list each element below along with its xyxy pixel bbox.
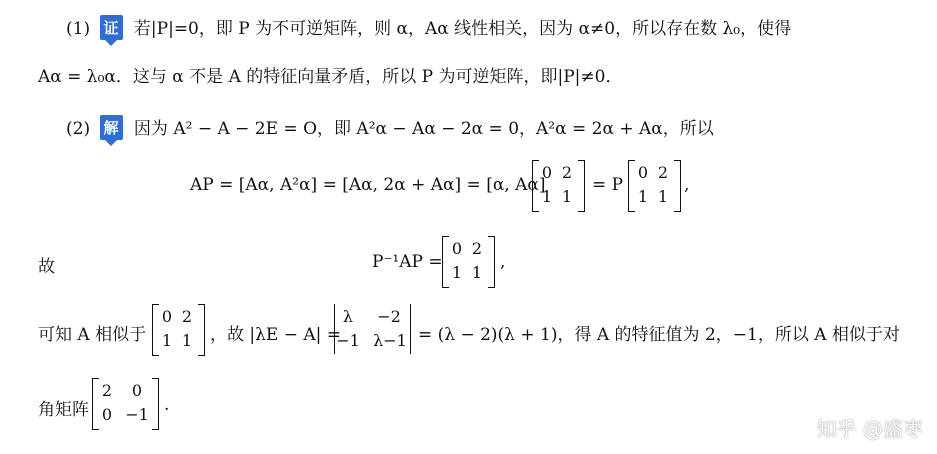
line-7-pre: 角矩阵 bbox=[38, 400, 89, 420]
equation-comma: , bbox=[684, 175, 690, 195]
diag-cell: 0 bbox=[131, 381, 143, 400]
det-cell: −1 bbox=[336, 331, 360, 350]
equation-2-comma: , bbox=[500, 252, 506, 272]
gu-label: 故 bbox=[38, 257, 55, 277]
matrix-4-cell: 2 bbox=[181, 307, 193, 326]
matrix-4-cell: 1 bbox=[161, 331, 173, 350]
proof-badge: 证 bbox=[100, 15, 123, 40]
matrix-1-cell: 1 bbox=[561, 187, 573, 206]
matrix-4-cell: 0 bbox=[161, 307, 173, 326]
diag-cell: 2 bbox=[101, 381, 113, 400]
matrix-3-cell: 1 bbox=[451, 263, 463, 282]
det-cell: λ−1 bbox=[373, 331, 407, 350]
line-1-text: 若|P|=0，即 P 为不可逆矩阵，则 α，Aα 线性相关，因为 α≠0，所以存在数 λ₀，使得 bbox=[133, 19, 792, 39]
equation-ap: AP = [Aα, A²α] = [Aα, 2α + Aα] = [α, Aα] bbox=[190, 175, 546, 195]
matrix-3-cell: 2 bbox=[471, 239, 483, 258]
diag-cell: 0 bbox=[101, 405, 113, 424]
matrix-4-cell: 1 bbox=[181, 331, 193, 350]
watermark: 知乎 @盛枣 bbox=[816, 417, 923, 441]
solution-badge: 解 bbox=[100, 115, 123, 140]
matrix-2-cell: 0 bbox=[637, 163, 649, 182]
equation-p-inv: P⁻¹AP = bbox=[372, 252, 443, 272]
line-3-text: 因为 A² − A − 2E = O，即 A²α − Aα − 2α = 0，A²α = 2α + Aα，所以 bbox=[133, 119, 714, 139]
equation-eq-p: = P bbox=[592, 175, 624, 195]
matrix-1-cell: 2 bbox=[561, 163, 573, 182]
matrix-1-cell: 1 bbox=[541, 187, 553, 206]
part-number-2: (2) bbox=[66, 119, 91, 139]
det-cell: λ bbox=[342, 307, 354, 326]
part-number-1: (1) bbox=[66, 19, 91, 39]
diag-cell: −1 bbox=[125, 405, 149, 424]
line-7-post: . bbox=[164, 395, 170, 415]
matrix-2-cell: 1 bbox=[657, 187, 669, 206]
matrix-2-cell: 1 bbox=[637, 187, 649, 206]
matrix-2-cell: 2 bbox=[657, 163, 669, 182]
line-1 bbox=[66, 14, 791, 40]
det-cell: −2 bbox=[377, 307, 401, 326]
line-6-pre: 可知 A 相似于 bbox=[38, 325, 147, 345]
line-3 bbox=[66, 114, 714, 140]
matrix-1-cell: 0 bbox=[541, 163, 553, 182]
matrix-3-cell: 0 bbox=[451, 239, 463, 258]
matrix-3-cell: 1 bbox=[471, 263, 483, 282]
line-6-mid: ，故 |λE − A| = bbox=[210, 325, 342, 345]
line-2: Aα = λ₀α．这与 α 不是 A 的特征向量矛盾，所以 P 为可逆矩阵，即|P|≠0． bbox=[38, 67, 623, 87]
line-6-post: = (λ − 2)(λ + 1)，得 A 的特征值为 2，−1，所以 A 相似于对 bbox=[418, 325, 900, 345]
